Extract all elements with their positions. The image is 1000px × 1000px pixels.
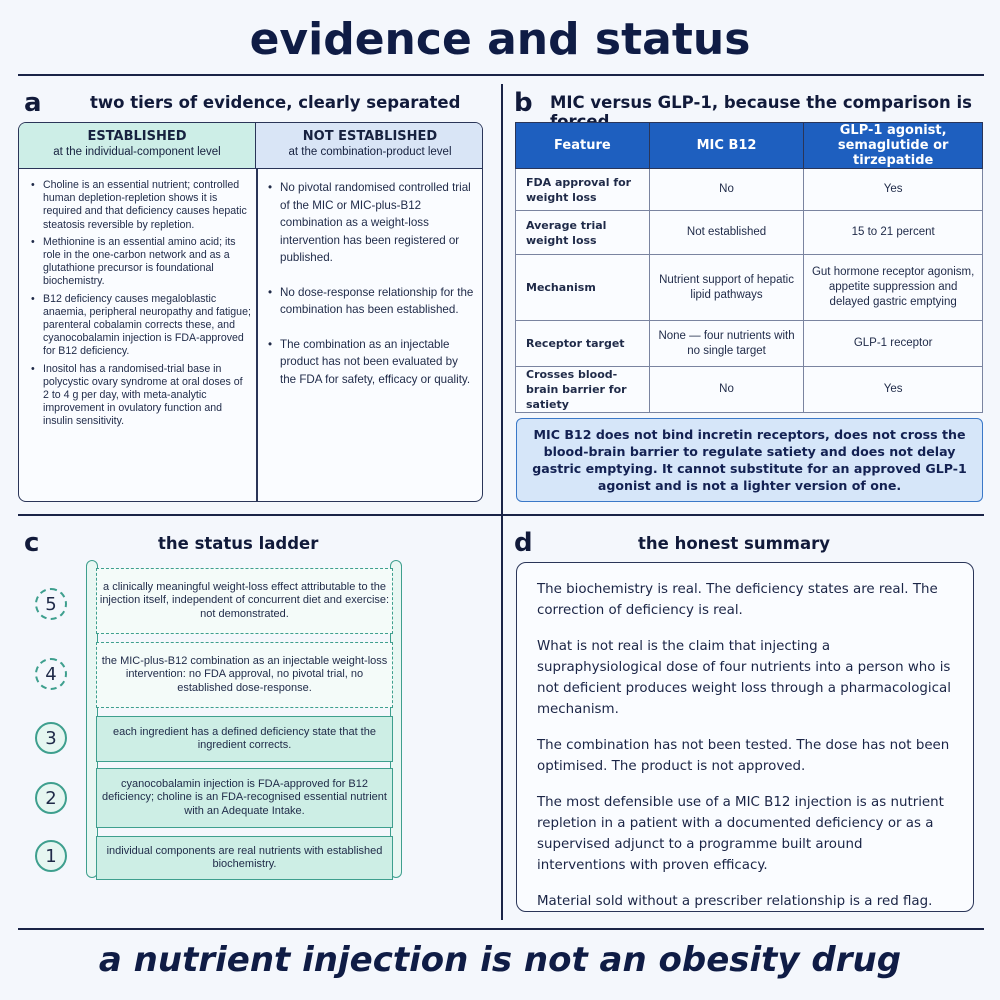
summary-paragraph: The biochemistry is real. The deficiency states are real. The correction of deficiency is real. <box>537 582 938 618</box>
not-established-header <box>256 123 483 169</box>
page-title: evidence and status <box>249 14 751 65</box>
established-item: • Choline is an essential nutrient; controlled human depletion-repletion shows it is required and that deficiency causes hepatic steatosis reversible by repletion. <box>29 179 251 232</box>
tier-divider <box>256 169 258 502</box>
established-sublabel: at the individual-component level <box>53 146 221 158</box>
established-item: • Methionine is an essential amino acid; its role in the one-carbon network and as a glutathione precursor is foundational biochemistry. <box>29 236 251 289</box>
feature-cell: Average trial weight loss <box>516 211 650 255</box>
rung-4-number: 4 <box>35 658 67 690</box>
panel-d-letter: d <box>514 528 533 558</box>
mic-cell: None — four nutrients with no single target <box>649 321 804 367</box>
table-row <box>516 367 983 413</box>
summary-paragraph: The combination has not been tested. The dose has not been optimised. The product is not approved. <box>537 738 950 774</box>
summary-paragraph: Material sold without a prescriber relationship is a red flag. <box>537 894 933 909</box>
rung-2: cyanocobalamin injection is FDA-approved for B12 deficiency; choline is an FDA-recognised essential nutrient with an Adequate Intake. <box>96 768 393 828</box>
panel-a-letter: a <box>24 88 42 118</box>
not-established-sublabel: at the combination-product level <box>288 146 452 158</box>
panel-b-heading: MIC versus GLP-1, because the comparison is <box>550 93 972 112</box>
feature-cell: FDA approval for weight loss <box>516 169 650 211</box>
comparison-table <box>515 122 983 413</box>
glp-cell: GLP-1 receptor <box>804 321 983 367</box>
mic-cell: Not established <box>649 211 804 255</box>
summary-paragraph: The most defensible use of a MIC B12 injection is as nutrient repletion in a patient with a documented deficiency or as a supervised adjunct to a programme built around interventions with proven efficacy. <box>537 795 944 873</box>
panel-c-heading: the status ladder <box>158 534 319 553</box>
rung-1-number: 1 <box>35 840 67 872</box>
established-item: • Inositol has a randomised-trial base in polycystic ovary syndrome at oral doses of 2 to 4 g per day, with meta-analytic improvement in ovulatory function and insulin sensitivity. <box>29 363 251 429</box>
panel-b-letter: b <box>514 88 533 118</box>
rung-3: each ingredient has a defined deficiency state that the ingredient corrects. <box>96 716 393 762</box>
mic-cell: Nutrient support of hepatic lipid pathways <box>649 255 804 321</box>
column-header: MIC B12 <box>649 123 804 169</box>
footer-tagline: a nutrient injection is not an obesity drug <box>98 940 902 980</box>
bottom-divider <box>18 928 984 930</box>
column-header: GLP-1 agonist, semaglutide or tirzepatide <box>804 123 983 169</box>
mic-cell: No <box>649 169 804 211</box>
not-established-list <box>266 179 476 405</box>
table-header-row <box>516 123 983 169</box>
top-divider <box>18 74 984 76</box>
not-established-label: NOT ESTABLISHED <box>302 129 438 144</box>
glp-cell: Yes <box>804 169 983 211</box>
rung-5: a clinically meaningful weight-loss effect attributable to the injection itself, independent of concurrent diet and exercise: not demonstrated. <box>96 568 393 634</box>
panel-c-letter: c <box>24 528 40 558</box>
table-row <box>516 321 983 367</box>
feature-cell: Receptor target <box>516 321 650 367</box>
established-label: ESTABLISHED <box>87 129 187 144</box>
table-row <box>516 211 983 255</box>
feature-cell: Mechanism <box>516 255 650 321</box>
honest-summary-box <box>516 562 974 912</box>
table-row <box>516 169 983 211</box>
not-established-item: • No pivotal randomised controlled trial of the MIC or MIC-plus-B12 combination as a weight-loss intervention has been registered or published. <box>266 179 476 267</box>
rung-5-number: 5 <box>35 588 67 620</box>
glp-cell: Gut hormone receptor agonism, appetite suppression and delayed gastric emptying <box>804 255 983 321</box>
mic-cell: No <box>649 367 804 413</box>
mic-glp-callout: MIC B12 does not bind incretin receptors, does not cross the blood-brain barrier to regulate satiety and does not delay gastric emptying. It cannot substitute for an approved GLP-1 agonist and is not a lighter version of one. <box>516 418 983 502</box>
rung-3-number: 3 <box>35 722 67 754</box>
rung-2-number: 2 <box>35 782 67 814</box>
feature-cell: Crosses blood-brain barrier for satiety <box>516 367 650 413</box>
glp-cell: 15 to 21 percent <box>804 211 983 255</box>
evidence-tiers-box <box>18 122 483 502</box>
established-header <box>19 123 256 169</box>
established-list <box>29 179 251 433</box>
not-established-item: • The combination as an injectable product has not been evaluated by the FDA for safety, efficacy or quality. <box>266 336 476 389</box>
not-established-item: • No dose-response relationship for the combination has been established. <box>266 284 476 319</box>
summary-paragraph: What is not real is the claim that injecting a supraphysiological dose of four nutrients into a person who is not deficient produces weight loss through a pharmacological mechanism. <box>537 639 951 717</box>
table-row <box>516 255 983 321</box>
panel-d-heading: the honest summary <box>638 534 831 553</box>
established-item: • B12 deficiency causes megaloblastic anaemia, peripheral neuropathy and fatigue; parenteral cobalamin corrects these, and cyanocobalamin injection is FDA-approved for B12 deficiency. <box>29 293 251 359</box>
rung-4: the MIC-plus-B12 combination as an injectable weight-loss intervention: no FDA approval, no pivotal trial, no established dose-response. <box>96 642 393 708</box>
panel-a-heading: two tiers of evidence, clearly separated <box>90 93 461 112</box>
vertical-divider <box>501 84 503 920</box>
glp-cell: Yes <box>804 367 983 413</box>
column-header: Feature <box>516 123 650 169</box>
rung-1: individual components are real nutrients with established biochemistry. <box>96 836 393 880</box>
